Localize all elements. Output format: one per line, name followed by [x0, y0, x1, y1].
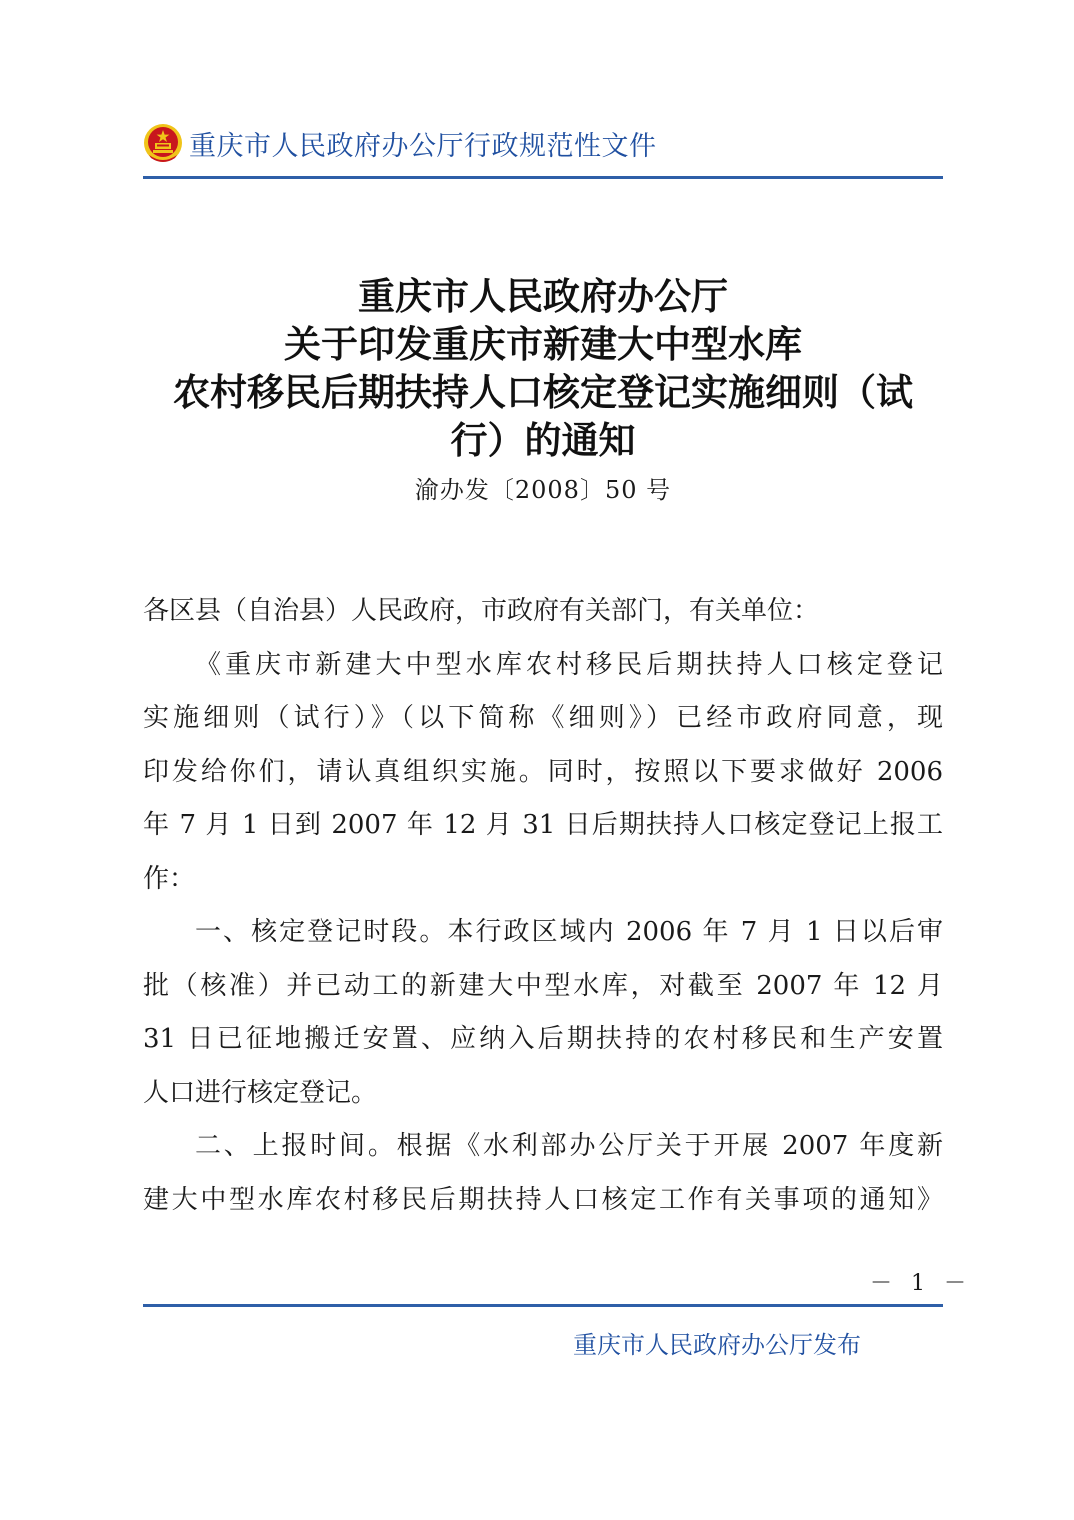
header-title: 重庆市人民政府办公厅行政规范性文件: [189, 131, 657, 162]
paragraph-line: 年 7 月 1 日到 2007 年 12 月 31 日后期扶持人口核定登记上报工: [143, 810, 943, 840]
paragraph-line: 作：: [143, 863, 196, 894]
paragraph-line: 批（核准）并已动工的新建大中型水库，对截至 2007 年 12 月: [143, 970, 943, 1001]
national-emblem-icon: [143, 122, 183, 164]
document-body: [143, 585, 943, 1227]
paragraph-line: 实施细则（试行）》（以下简称《细则》）已经市政府同意，现: [143, 703, 943, 733]
document-title: [143, 272, 943, 508]
paragraph-line: 31 日已征地搬迁安置、应纳入后期扶持的农村移民和生产安置: [143, 1024, 943, 1054]
paragraph-line: 二、上报时间。根据《水利部办公厅关于开展 2007 年度新: [195, 1131, 943, 1161]
title-line: 重庆市人民政府办公厅: [358, 274, 728, 318]
title-line: 行）的通知: [450, 418, 636, 462]
paragraph-line: 《重庆市新建大中型水库农村移民后期扶持人口核定登记: [195, 649, 943, 680]
page-number: － 1 －: [870, 1271, 972, 1296]
salutation: 各区县（自治县）人民政府，市政府有关部门，有关单位：: [143, 596, 820, 626]
footer-publisher: 重庆市人民政府办公厅发布: [573, 1331, 861, 1359]
paragraph-line: 人口进行核定登记。: [143, 1077, 378, 1108]
paragraph-line: 一、核定登记时段。本行政区域内 2006 年 7 月 1 日以后审: [195, 917, 943, 947]
paragraph-line: 建大中型水库农村移民后期扶持人口核定工作有关事项的通知》: [143, 1184, 943, 1215]
title-line: 关于印发重庆市新建大中型水库: [284, 322, 802, 366]
document-header: [143, 120, 943, 170]
title-line: 农村移民后期扶持人口核定登记实施细则（试: [173, 370, 913, 414]
header-divider: [143, 176, 943, 179]
footer-divider: [143, 1304, 943, 1307]
document-number: 渝办发〔2008〕50 号: [414, 476, 672, 504]
paragraph-line: 印发给你们，请认真组织实施。同时，按照以下要求做好 2006: [143, 756, 943, 787]
